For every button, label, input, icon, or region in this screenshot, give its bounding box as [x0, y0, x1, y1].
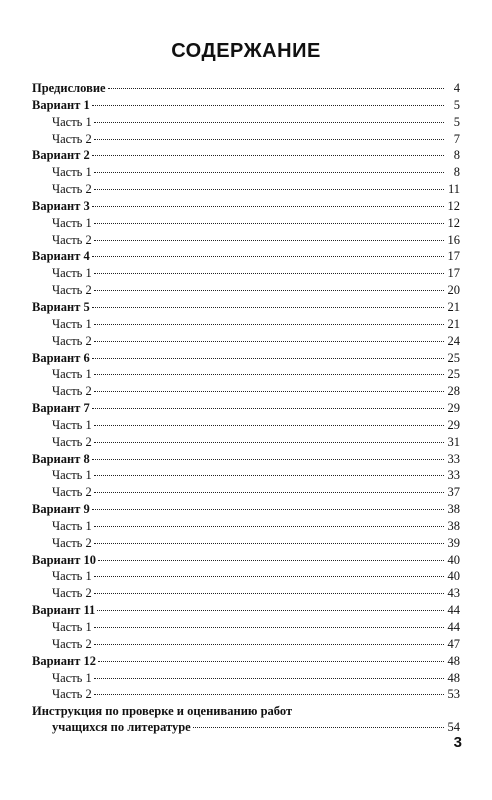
dot-leader — [94, 122, 444, 123]
toc-entry-page: 48 — [447, 653, 460, 668]
toc-entry-part[interactable] — [32, 164, 460, 181]
toc-entry-label: Инструкция по проверке и оцениванию работ — [32, 704, 293, 719]
toc-entry-page: 8 — [453, 148, 460, 163]
toc-entry-page: 38 — [447, 502, 460, 517]
toc-entry-page: 33 — [447, 468, 460, 483]
toc-entry-variant[interactable] — [32, 552, 460, 569]
dot-leader — [94, 324, 444, 325]
toc-entry-label: Вариант 2 — [32, 148, 90, 163]
toc-entry-page: 38 — [447, 518, 460, 533]
toc-entry-page: 17 — [447, 266, 460, 281]
toc-entry-page: 40 — [447, 569, 460, 584]
dot-leader — [94, 475, 444, 476]
toc-entry-page: 24 — [447, 333, 460, 348]
dot-leader — [94, 223, 444, 224]
toc-entry-page: 8 — [453, 165, 460, 180]
toc-entry-page: 21 — [447, 299, 460, 314]
toc-entry-page: 25 — [447, 350, 460, 365]
toc-entry-label: Часть 2 — [52, 131, 92, 146]
dot-leader — [92, 155, 444, 156]
toc-entry-label: Часть 2 — [52, 586, 92, 601]
dot-leader — [92, 509, 444, 510]
toc-entry-page: 44 — [447, 603, 460, 618]
dot-leader — [94, 526, 444, 527]
dot-leader — [94, 678, 444, 679]
dot-leader — [97, 610, 444, 611]
dot-leader — [92, 358, 444, 359]
toc-entry-part[interactable] — [32, 383, 460, 400]
toc-entry-label: Вариант 4 — [32, 249, 90, 264]
toc-entry-label: Часть 1 — [52, 367, 92, 382]
toc-entry-variant[interactable] — [32, 299, 460, 316]
dot-leader — [193, 727, 444, 728]
toc-entry-part[interactable] — [32, 585, 460, 602]
toc-entry-label: Вариант 3 — [32, 198, 90, 213]
toc-entry-variant[interactable] — [32, 198, 460, 215]
dot-leader — [94, 492, 444, 493]
dot-leader — [94, 290, 444, 291]
toc-entry-part[interactable] — [32, 670, 460, 687]
toc-entry-page: 5 — [453, 114, 460, 129]
toc-entry-page: 33 — [447, 451, 460, 466]
toc-entry-label: Часть 2 — [52, 434, 92, 449]
dot-leader — [92, 307, 444, 308]
toc-entry-page: 17 — [447, 249, 460, 264]
toc-entry-label: Часть 1 — [52, 468, 92, 483]
toc-entry-part[interactable] — [32, 434, 460, 451]
toc-entry-page: 12 — [447, 215, 460, 230]
toc-entry-label: Часть 1 — [52, 518, 92, 533]
toc-entry-label: Часть 2 — [52, 485, 92, 500]
toc-entry-variant[interactable] — [32, 248, 460, 265]
toc-entry-label: Часть 1 — [52, 670, 92, 685]
toc-entry-label: Часть 2 — [52, 283, 92, 298]
toc-entry-instruction-line2 — [32, 719, 460, 736]
toc-entry-page: 37 — [447, 485, 460, 500]
page-number: 3 — [453, 734, 462, 751]
toc-entry-page: 47 — [447, 636, 460, 651]
toc-entry-label: Часть 1 — [52, 266, 92, 281]
toc-entry-part[interactable] — [32, 232, 460, 249]
toc-entry-page: 29 — [447, 417, 460, 432]
toc-entry-variant[interactable] — [32, 451, 460, 468]
toc-entry-label: Часть 1 — [52, 620, 92, 634]
toc-entry-part[interactable] — [32, 686, 460, 703]
toc-entry-page: 25 — [447, 367, 460, 382]
dot-leader — [92, 459, 444, 460]
dot-leader — [92, 256, 444, 257]
toc-entry-page: 21 — [447, 316, 460, 331]
toc-entry-page: 16 — [447, 232, 460, 247]
dot-leader — [94, 543, 444, 544]
toc-entry-page: 31 — [447, 434, 460, 449]
toc-entry-label: Вариант 5 — [32, 299, 90, 314]
toc-entry-variant[interactable] — [32, 501, 460, 518]
toc-entry-label: Вариант 10 — [32, 552, 96, 567]
dot-leader — [94, 425, 444, 426]
dot-leader — [94, 442, 444, 443]
dot-leader — [94, 139, 444, 140]
toc-entry-part[interactable] — [32, 282, 460, 299]
toc-entry-part[interactable] — [32, 568, 460, 585]
table-of-contents — [32, 80, 460, 736]
toc-entry-label: Часть 2 — [52, 232, 92, 247]
toc-entry-page: 40 — [447, 552, 460, 567]
toc-entry-label: Предисловие — [32, 81, 106, 95]
toc-entry-page: 53 — [447, 687, 460, 702]
toc-entry-part[interactable] — [32, 535, 460, 552]
toc-entry-variant[interactable] — [32, 350, 460, 367]
toc-entry-part[interactable] — [32, 366, 460, 383]
toc-entry-label: Часть 1 — [52, 316, 92, 331]
toc-entry-page: 5 — [453, 97, 460, 112]
toc-entry-variant[interactable] — [32, 147, 460, 164]
toc-entry-part[interactable] — [32, 467, 460, 484]
dot-leader — [94, 391, 444, 392]
toc-entry-label: Вариант 8 — [32, 451, 90, 466]
toc-entry-part[interactable] — [32, 417, 460, 434]
toc-entry-page: 48 — [447, 670, 460, 685]
toc-entry-label: Часть 2 — [52, 182, 92, 197]
toc-entry-label: Вариант 12 — [32, 653, 96, 668]
toc-entry-label: Часть 2 — [52, 333, 92, 348]
toc-entry-part[interactable] — [32, 636, 460, 653]
dot-leader — [94, 341, 444, 342]
toc-entry-page: 7 — [453, 131, 460, 146]
dot-leader — [98, 560, 444, 561]
dot-leader — [94, 189, 444, 190]
toc-entry-variant[interactable] — [32, 97, 460, 114]
toc-entry-label: Часть 2 — [52, 687, 92, 702]
toc-entry-label: Вариант 11 — [32, 603, 96, 618]
dot-leader — [98, 661, 444, 662]
dot-leader — [94, 374, 444, 375]
toc-entry-label: Часть 1 — [52, 569, 92, 584]
toc-entry-part[interactable] — [32, 619, 460, 636]
toc-entry-variant[interactable] — [32, 653, 460, 670]
toc-entry-page: 39 — [447, 535, 460, 550]
dot-leader — [94, 576, 444, 577]
dot-leader — [108, 88, 444, 89]
toc-entry-label: Часть 1 — [52, 215, 92, 230]
toc-entry-label: Вариант 6 — [32, 350, 90, 365]
toc-entry-preface[interactable] — [32, 80, 460, 97]
dot-leader — [94, 273, 444, 274]
toc-entry-label: Часть 2 — [52, 384, 92, 399]
toc-entry-instruction[interactable] — [32, 703, 460, 736]
toc-entry-page: 11 — [447, 182, 460, 197]
toc-entry-page: 12 — [447, 198, 460, 213]
toc-entry-part[interactable] — [32, 333, 460, 350]
dot-leader — [92, 408, 444, 409]
toc-entry-part[interactable] — [32, 215, 460, 232]
toc-entry-label: Вариант 7 — [32, 401, 90, 416]
toc-entry-part[interactable] — [32, 181, 460, 198]
toc-entry-page: 43 — [447, 586, 460, 601]
toc-entry-variant[interactable] — [32, 602, 460, 619]
toc-entry-label: Часть 2 — [52, 535, 92, 550]
toc-entry-variant[interactable] — [32, 400, 460, 417]
dot-leader — [94, 627, 444, 628]
toc-entry-page: 28 — [447, 384, 460, 399]
toc-entry-part[interactable] — [32, 131, 460, 148]
toc-entry-label: Часть 2 — [52, 636, 92, 651]
page-title: СОДЕРЖАНИЕ — [171, 40, 321, 62]
toc-entry-label: Вариант 9 — [32, 502, 90, 517]
toc-entry-label: Вариант 1 — [32, 97, 90, 112]
dot-leader — [94, 694, 444, 695]
toc-entry-page: 20 — [447, 283, 460, 298]
toc-entry-page: 29 — [447, 401, 460, 416]
toc-entry-part[interactable] — [32, 114, 460, 131]
variants-list — [32, 97, 460, 703]
toc-entry-page: 4 — [453, 81, 460, 95]
toc-entry-part[interactable] — [32, 518, 460, 535]
toc-entry-label: учащихся по литературе — [52, 720, 191, 735]
toc-entry-label: Часть 1 — [52, 114, 92, 129]
toc-entry-page: 54 — [447, 720, 460, 735]
dot-leader — [94, 172, 444, 173]
toc-entry-part[interactable] — [32, 316, 460, 333]
toc-entry-part[interactable] — [32, 265, 460, 282]
dot-leader — [94, 644, 444, 645]
toc-entry-label: Часть 1 — [52, 417, 92, 432]
toc-entry-label: Часть 1 — [52, 165, 92, 180]
dot-leader — [94, 593, 444, 594]
toc-entry-page: 44 — [447, 620, 460, 634]
dot-leader — [92, 105, 444, 106]
toc-entry-part[interactable] — [32, 484, 460, 501]
dot-leader — [94, 240, 444, 241]
dot-leader — [92, 206, 444, 207]
